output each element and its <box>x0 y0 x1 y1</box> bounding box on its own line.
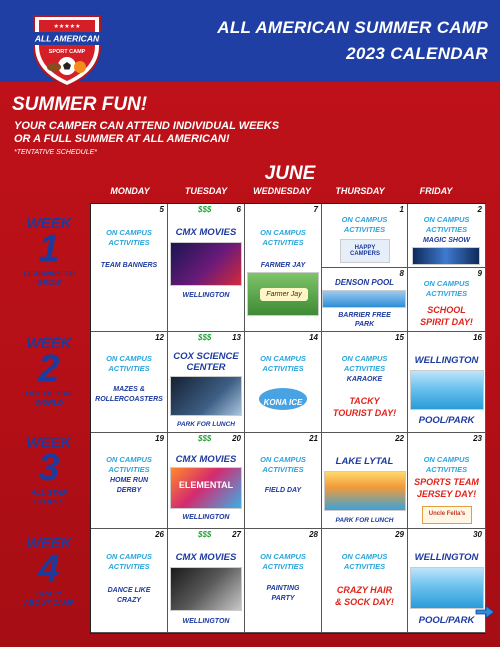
activity-line: ON CAMPUS <box>106 455 152 464</box>
location-label: WELLINGTON <box>182 514 230 521</box>
activity-title: WELLINGTON <box>414 355 479 366</box>
activity-title: MAGIC SHOW <box>422 237 471 244</box>
week-number: 4 <box>38 548 60 590</box>
day-number: 28 <box>309 530 318 539</box>
day-number: 13 <box>232 333 241 342</box>
day-number: 12 <box>155 333 164 342</box>
activity-title: HOME RUN <box>109 477 149 484</box>
day-header-thursday: THURSDAY <box>335 186 385 196</box>
theme-day: & SOCK DAY! <box>335 597 394 607</box>
activity-title: DERBY <box>116 487 142 494</box>
day-number: 2 <box>477 205 482 214</box>
day-header-wednesday: WEDNESDAY <box>253 186 311 196</box>
day-number: 20 <box>232 434 241 443</box>
activity-line: ACTIVITIES <box>343 364 386 373</box>
activity-line: ACTIVITIES <box>343 562 386 571</box>
activity-title: MAZES & <box>113 386 145 393</box>
week-label: WEEK <box>26 215 72 232</box>
activity-title: CMX MOVIES <box>175 227 237 238</box>
day-cell-7 <box>245 204 322 332</box>
day-cell-29 <box>322 529 408 633</box>
day-cell-9 <box>408 268 486 332</box>
page-title-line2: 2023 CALENDAR <box>346 44 488 63</box>
location-label: BARRIER FREE <box>338 312 391 319</box>
week-number: 2 <box>38 348 60 390</box>
activity-title: FIELD DAY <box>264 487 302 494</box>
activity-line: ACTIVITIES <box>108 364 150 373</box>
farmer-jay-image <box>247 272 319 316</box>
magic-show-image <box>412 247 480 265</box>
intro-text-line1: YOUR CAMPER CAN ATTEND INDIVIDUAL WEEKS <box>14 120 280 132</box>
cost-indicator: $$$ <box>198 530 212 539</box>
day-cell-15 <box>322 332 408 433</box>
week-theme: CRAZY ABOUT CAMP <box>23 589 75 607</box>
day-cell-6 <box>168 204 245 332</box>
activity-line: ON CAMPUS <box>106 228 152 237</box>
logo-text-bottom: SPORT CAMP <box>48 49 86 55</box>
day-cell-20 <box>168 433 245 529</box>
theme-day: JERSEY DAY! <box>416 489 477 499</box>
location-label: PARK <box>354 321 375 328</box>
activity-line: ON CAMPUS <box>260 455 306 464</box>
theme-day: CRAZY HAIR <box>336 585 393 595</box>
day-cell-27 <box>168 529 245 633</box>
happy-campers-sign: HAPPY CAMPERS <box>349 245 380 257</box>
activity-line: ACTIVITIES <box>425 465 468 474</box>
activity-title: PARTY <box>271 595 295 602</box>
activity-line: ACTIVITIES <box>262 364 304 373</box>
calendar-grid <box>90 203 486 634</box>
wellington-pool-image <box>410 370 484 410</box>
day-cell-16 <box>408 332 486 433</box>
activity-line: ACTIVITIES <box>425 289 468 298</box>
camp-logo-shield <box>30 10 104 88</box>
day-number: 26 <box>155 530 164 539</box>
day-header-monday: MONDAY <box>110 186 150 196</box>
day-cell-23 <box>408 433 486 529</box>
activity-title: CRAZY <box>116 597 142 604</box>
day-header-friday: FRIDAY <box>419 186 453 196</box>
movie-image <box>170 567 242 611</box>
activity-title: CENTER <box>186 362 226 373</box>
day-cell-12 <box>91 332 168 433</box>
next-page-arrow-icon[interactable] <box>475 605 495 619</box>
activity-title: ROLLERCOASTERS <box>95 396 163 403</box>
activity-line: ACTIVITIES <box>425 225 468 234</box>
activity-title: DANCE LIKE <box>107 587 151 594</box>
activity-line: ACTIVITIES <box>262 562 304 571</box>
day-number: 15 <box>395 333 404 342</box>
tentative-note: *TENTATIVE SCHEDULE* <box>14 149 97 156</box>
day-cell-21 <box>245 433 322 529</box>
activity-line: ON CAMPUS <box>341 552 388 561</box>
day-number: 7 <box>313 205 318 214</box>
spider-man-movie-image <box>170 242 242 286</box>
science-center-image <box>170 376 242 416</box>
logo-text-top: ALL AMERICAN <box>34 33 100 44</box>
kona-ice-logo <box>255 380 311 420</box>
month-title: JUNE <box>264 163 316 184</box>
theme-day: SPIRIT DAY! <box>420 317 473 327</box>
day-number: 19 <box>155 434 164 443</box>
week-theme: ALL STAR SPORTS <box>30 488 68 506</box>
day-number: 23 <box>473 434 482 443</box>
theme-day: SPORTS TEAM <box>414 477 479 487</box>
day-cell-2 <box>408 204 486 268</box>
week-theme: OUT OF THIS WORLD <box>25 389 73 407</box>
activity-line: ACTIVITIES <box>108 238 150 247</box>
day-number: 16 <box>473 333 482 342</box>
activity-title: KARAOKE <box>346 376 383 383</box>
week-4-label <box>10 535 88 607</box>
week-number: 1 <box>38 228 60 270</box>
activity-line: ACTIVITIES <box>343 225 386 234</box>
activity-line: ON CAMPUS <box>423 215 470 224</box>
lake-lytal-image <box>324 471 406 511</box>
day-cell-14 <box>245 332 322 433</box>
summer-fun-heading: SUMMER FUN! <box>12 94 148 115</box>
denson-pool-image <box>322 290 406 308</box>
activity-title: COX SCIENCE <box>173 351 239 362</box>
theme-day: TACKY <box>349 396 380 406</box>
activity-title: PAINTING <box>266 585 300 592</box>
activity-line: ON CAMPUS <box>341 354 388 363</box>
week-label: WEEK <box>26 335 72 352</box>
week-1-label <box>10 215 88 287</box>
activity-line: ON CAMPUS <box>423 279 470 288</box>
activity-line: ACTIVITIES <box>108 465 150 474</box>
location-label: PARK FOR LUNCH <box>176 421 235 428</box>
day-cell-1 <box>322 204 408 268</box>
day-number: 22 <box>395 434 404 443</box>
uncle-fellas-logo <box>422 506 472 524</box>
activity-title: DENSON POOL <box>334 278 395 287</box>
day-number: 14 <box>309 333 318 342</box>
basketball-icon <box>74 61 86 73</box>
intro-text-line2: OR A FULL SUMMER AT ALL AMERICAN! <box>14 133 230 145</box>
week-label: WEEK <box>26 535 72 552</box>
activity-line: ACTIVITIES <box>262 238 304 247</box>
activity-title: CMX MOVIES <box>175 552 237 563</box>
day-cell-28 <box>245 529 322 633</box>
day-cell-5 <box>91 204 168 332</box>
day-cell-8 <box>322 268 408 332</box>
activity-line: ON CAMPUS <box>423 455 470 464</box>
day-number: 5 <box>159 205 164 214</box>
theme-day: SCHOOL <box>427 305 466 315</box>
activity-title: CMX MOVIES <box>175 454 237 465</box>
logo-stars: ★★★★★ <box>53 23 81 30</box>
intro-text <box>14 120 344 146</box>
football-icon <box>47 63 61 72</box>
day-number: 6 <box>236 205 241 214</box>
page-title-line1: ALL AMERICAN SUMMER CAMP <box>217 18 488 37</box>
week-number: 3 <box>38 447 60 489</box>
day-number: 8 <box>399 269 404 278</box>
activity-title: LAKE LYTAL <box>335 456 394 467</box>
activity-title: FARMER JAY <box>260 262 306 269</box>
activity-line: ON CAMPUS <box>341 215 388 224</box>
uncle-fellas-text: Uncle Fella's <box>428 511 466 517</box>
day-number: 30 <box>473 530 482 539</box>
cost-indicator: $$$ <box>198 333 212 342</box>
activity-line: ON CAMPUS <box>106 552 152 561</box>
day-number: 27 <box>232 530 241 539</box>
happy-campers-image <box>340 239 390 263</box>
location-label: POOL/PARK <box>418 415 475 426</box>
activity-line: ON CAMPUS <box>260 228 306 237</box>
activity-line: ON CAMPUS <box>260 354 306 363</box>
week-3-label <box>10 434 88 506</box>
activity-line: ON CAMPUS <box>260 552 306 561</box>
elemental-movie-image <box>170 467 242 509</box>
activity-title: WELLINGTON <box>414 552 479 563</box>
location-label: WELLINGTON <box>182 292 230 299</box>
activity-line: ACTIVITIES <box>262 465 304 474</box>
activity-title: TEAM BANNERS <box>100 262 158 269</box>
kona-ice-text: KONA ICE <box>263 398 303 407</box>
week-2-label <box>10 335 88 407</box>
day-number: 1 <box>399 205 404 214</box>
day-cell-26 <box>91 529 168 633</box>
activity-line: ACTIVITIES <box>108 562 150 571</box>
location-label: POOL/PARK <box>418 615 475 626</box>
day-header-tuesday: TUESDAY <box>184 186 228 196</box>
theme-day: TOURIST DAY! <box>332 408 397 418</box>
day-number: 29 <box>395 530 404 539</box>
day-number: 9 <box>477 269 482 278</box>
elemental-title: ELEMENTAL <box>178 480 234 490</box>
cost-indicator: $$$ <box>198 205 212 214</box>
day-cell-19 <box>91 433 168 529</box>
cost-indicator: $$$ <box>198 434 212 443</box>
day-cell-22 <box>322 433 408 529</box>
activity-line: ON CAMPUS <box>106 354 152 363</box>
location-label: PARK FOR LUNCH <box>335 517 394 524</box>
week-label: WEEK <box>26 434 72 451</box>
wellington-pool-image <box>410 567 484 609</box>
day-cell-13 <box>168 332 245 433</box>
location-label: WELLINGTON <box>182 618 230 625</box>
farmer-jay-sign: Farmer Jay <box>260 288 308 301</box>
week-theme: LEARNING TO GROW <box>23 269 75 287</box>
day-number: 21 <box>309 434 318 443</box>
